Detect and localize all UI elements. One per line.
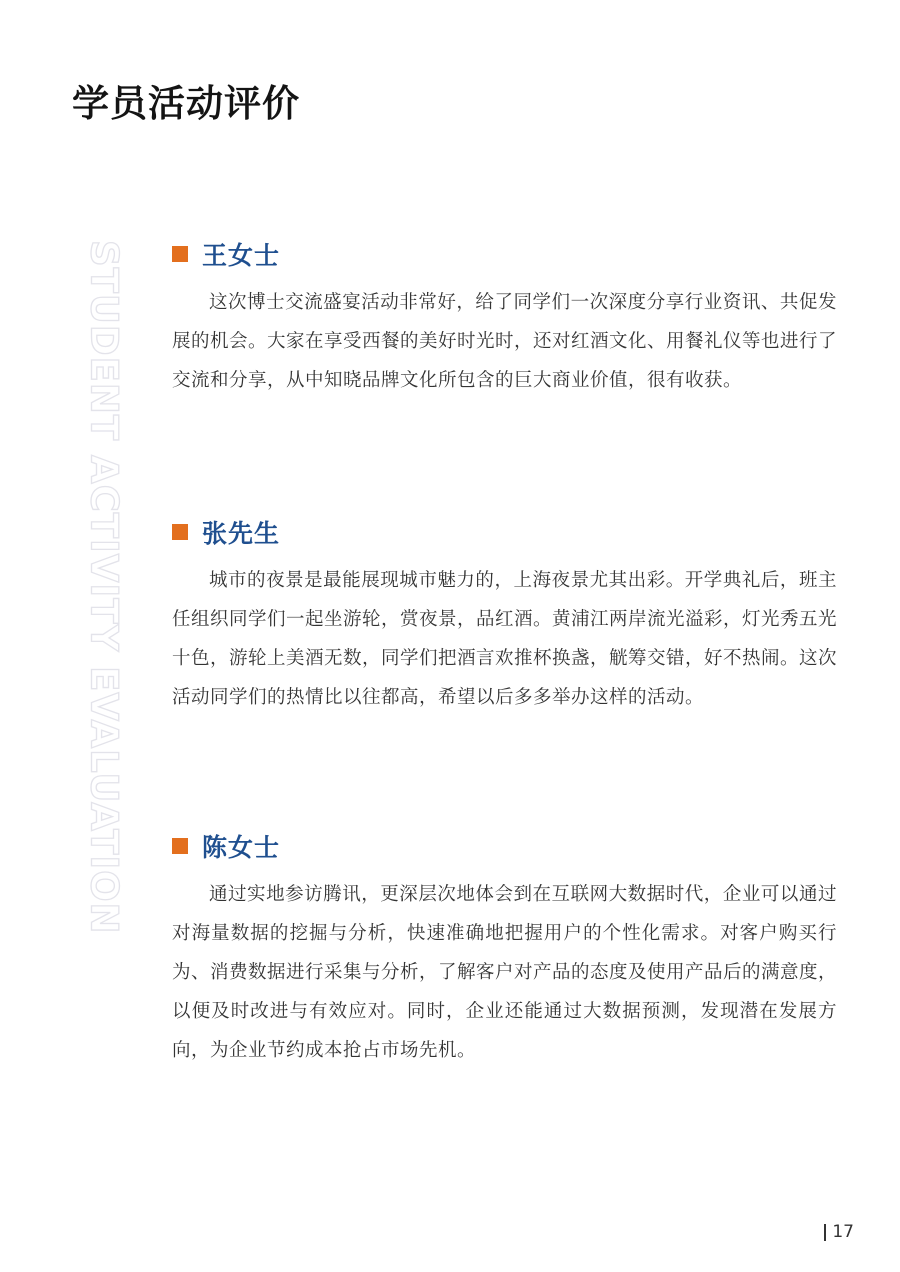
page-number-divider [824,1224,826,1241]
evaluation-section-1 [172,238,837,400]
reviewer-name: 王女士 [202,241,281,270]
orange-square-icon [172,524,188,540]
reviewer-name: 张先生 [202,519,281,548]
section-header [172,238,837,270]
review-text: 这次博士交流盛宴活动非常好，给了同学们一次深度分享行业资讯、共促发展的机会。大家在享受西餐的美好时光时，还对红酒文化、用餐礼仪等也进行了交流和分享，从中知晓品牌文化所包含的巨大商业价值，很有收获。 [172,292,838,391]
reviewer-name: 陈女士 [202,833,281,862]
evaluation-section-2 [172,516,837,717]
review-text: 通过实地参访腾讯，更深层次地体会到在互联网大数据时代，企业可以通过对海量数据的挖掘与分析，快速准确地把握用户的个性化需求。对客户购买行为、消费数据进行采集与分析，了解客户对产品的态度及使用产品后的满意度，以便及时改进与有效应对。同时，企业还能通过大数据预测，发现潜在发展方向，为企业节约成本抢占市场先机。 [172,884,838,1061]
orange-square-icon [172,246,188,262]
page-number [824,1222,854,1242]
evaluation-section-3 [172,830,837,1070]
watermark-text: STUDENT ACTIVITY EVALUATION [82,240,126,935]
page-number-text: 17 [832,1222,854,1242]
page-title: 学员活动评价 [72,82,300,125]
vertical-watermark [84,240,124,960]
orange-square-icon [172,838,188,854]
section-header [172,516,837,548]
section-header [172,830,837,862]
review-text: 城市的夜景是最能展现城市魅力的，上海夜景尤其出彩。开学典礼后，班主任组织同学们一起坐游轮，赏夜景，品红酒。黄浦江两岸流光溢彩，灯光秀五光十色，游轮上美酒无数，同学们把酒言欢推杯换盏，觥筹交错，好不热闹。这次活动同学们的热情比以往都高，希望以后多多举办这样的活动。 [172,570,838,708]
